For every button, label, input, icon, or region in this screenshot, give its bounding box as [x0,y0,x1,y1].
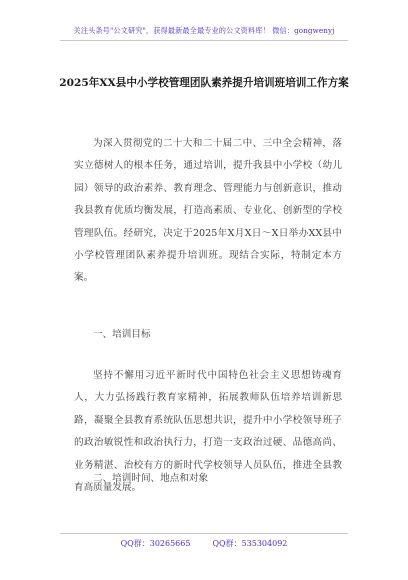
footer [0,538,408,549]
section-heading-objectives: 一、培训目标 [93,329,151,340]
header-divider [60,40,348,41]
header-banner: 关注头条号"公文研究"，获得最新最全最专业的公文资料库！ 微信：gongwenyj [73,26,335,35]
objectives-paragraph: 坚持不懈用习近平新时代中国特色社会主义思想铸魂育人，大力弘扬践行教育家精神，拓展教师队伍培养培训新思路，凝聚全县教育系统队伍思想共识，提升中小学校领导班子的政治敏锐性和政治执行力，打造一支政治过硬、品德高尚、业务精湛、治校有方的新时代学校领导人员队伍，推进全县教育高质量发展。 [74,370,342,494]
document-title: 2025年XX县中小学校管理团队素养提升培训班培训工作方案 [59,77,349,89]
footer-qq-group-1: QQ群：30265665 [120,539,191,548]
footer-divider [60,533,348,534]
section-heading-time-place: 二、培训时间、地点和对象 [93,473,209,484]
footer-qq-group-2: QQ群：535304092 [212,539,288,548]
intro-paragraph: 为深入贯彻党的二十大和二十届二中、三中全会精神，落实立德树人的根本任务，通过培训，提升我县中小学校（幼儿园）领导的政治素养、教育理念、管理能力与创新意识，推动我县教育优质均衡发展，打造高素质、专业化、创新型的学校管理队伍。经研究，决定于2025年X月X日～X日举办XX县中小学校管理团队素养提升培训班。现结合实际，特制定本方案。 [74,138,342,284]
